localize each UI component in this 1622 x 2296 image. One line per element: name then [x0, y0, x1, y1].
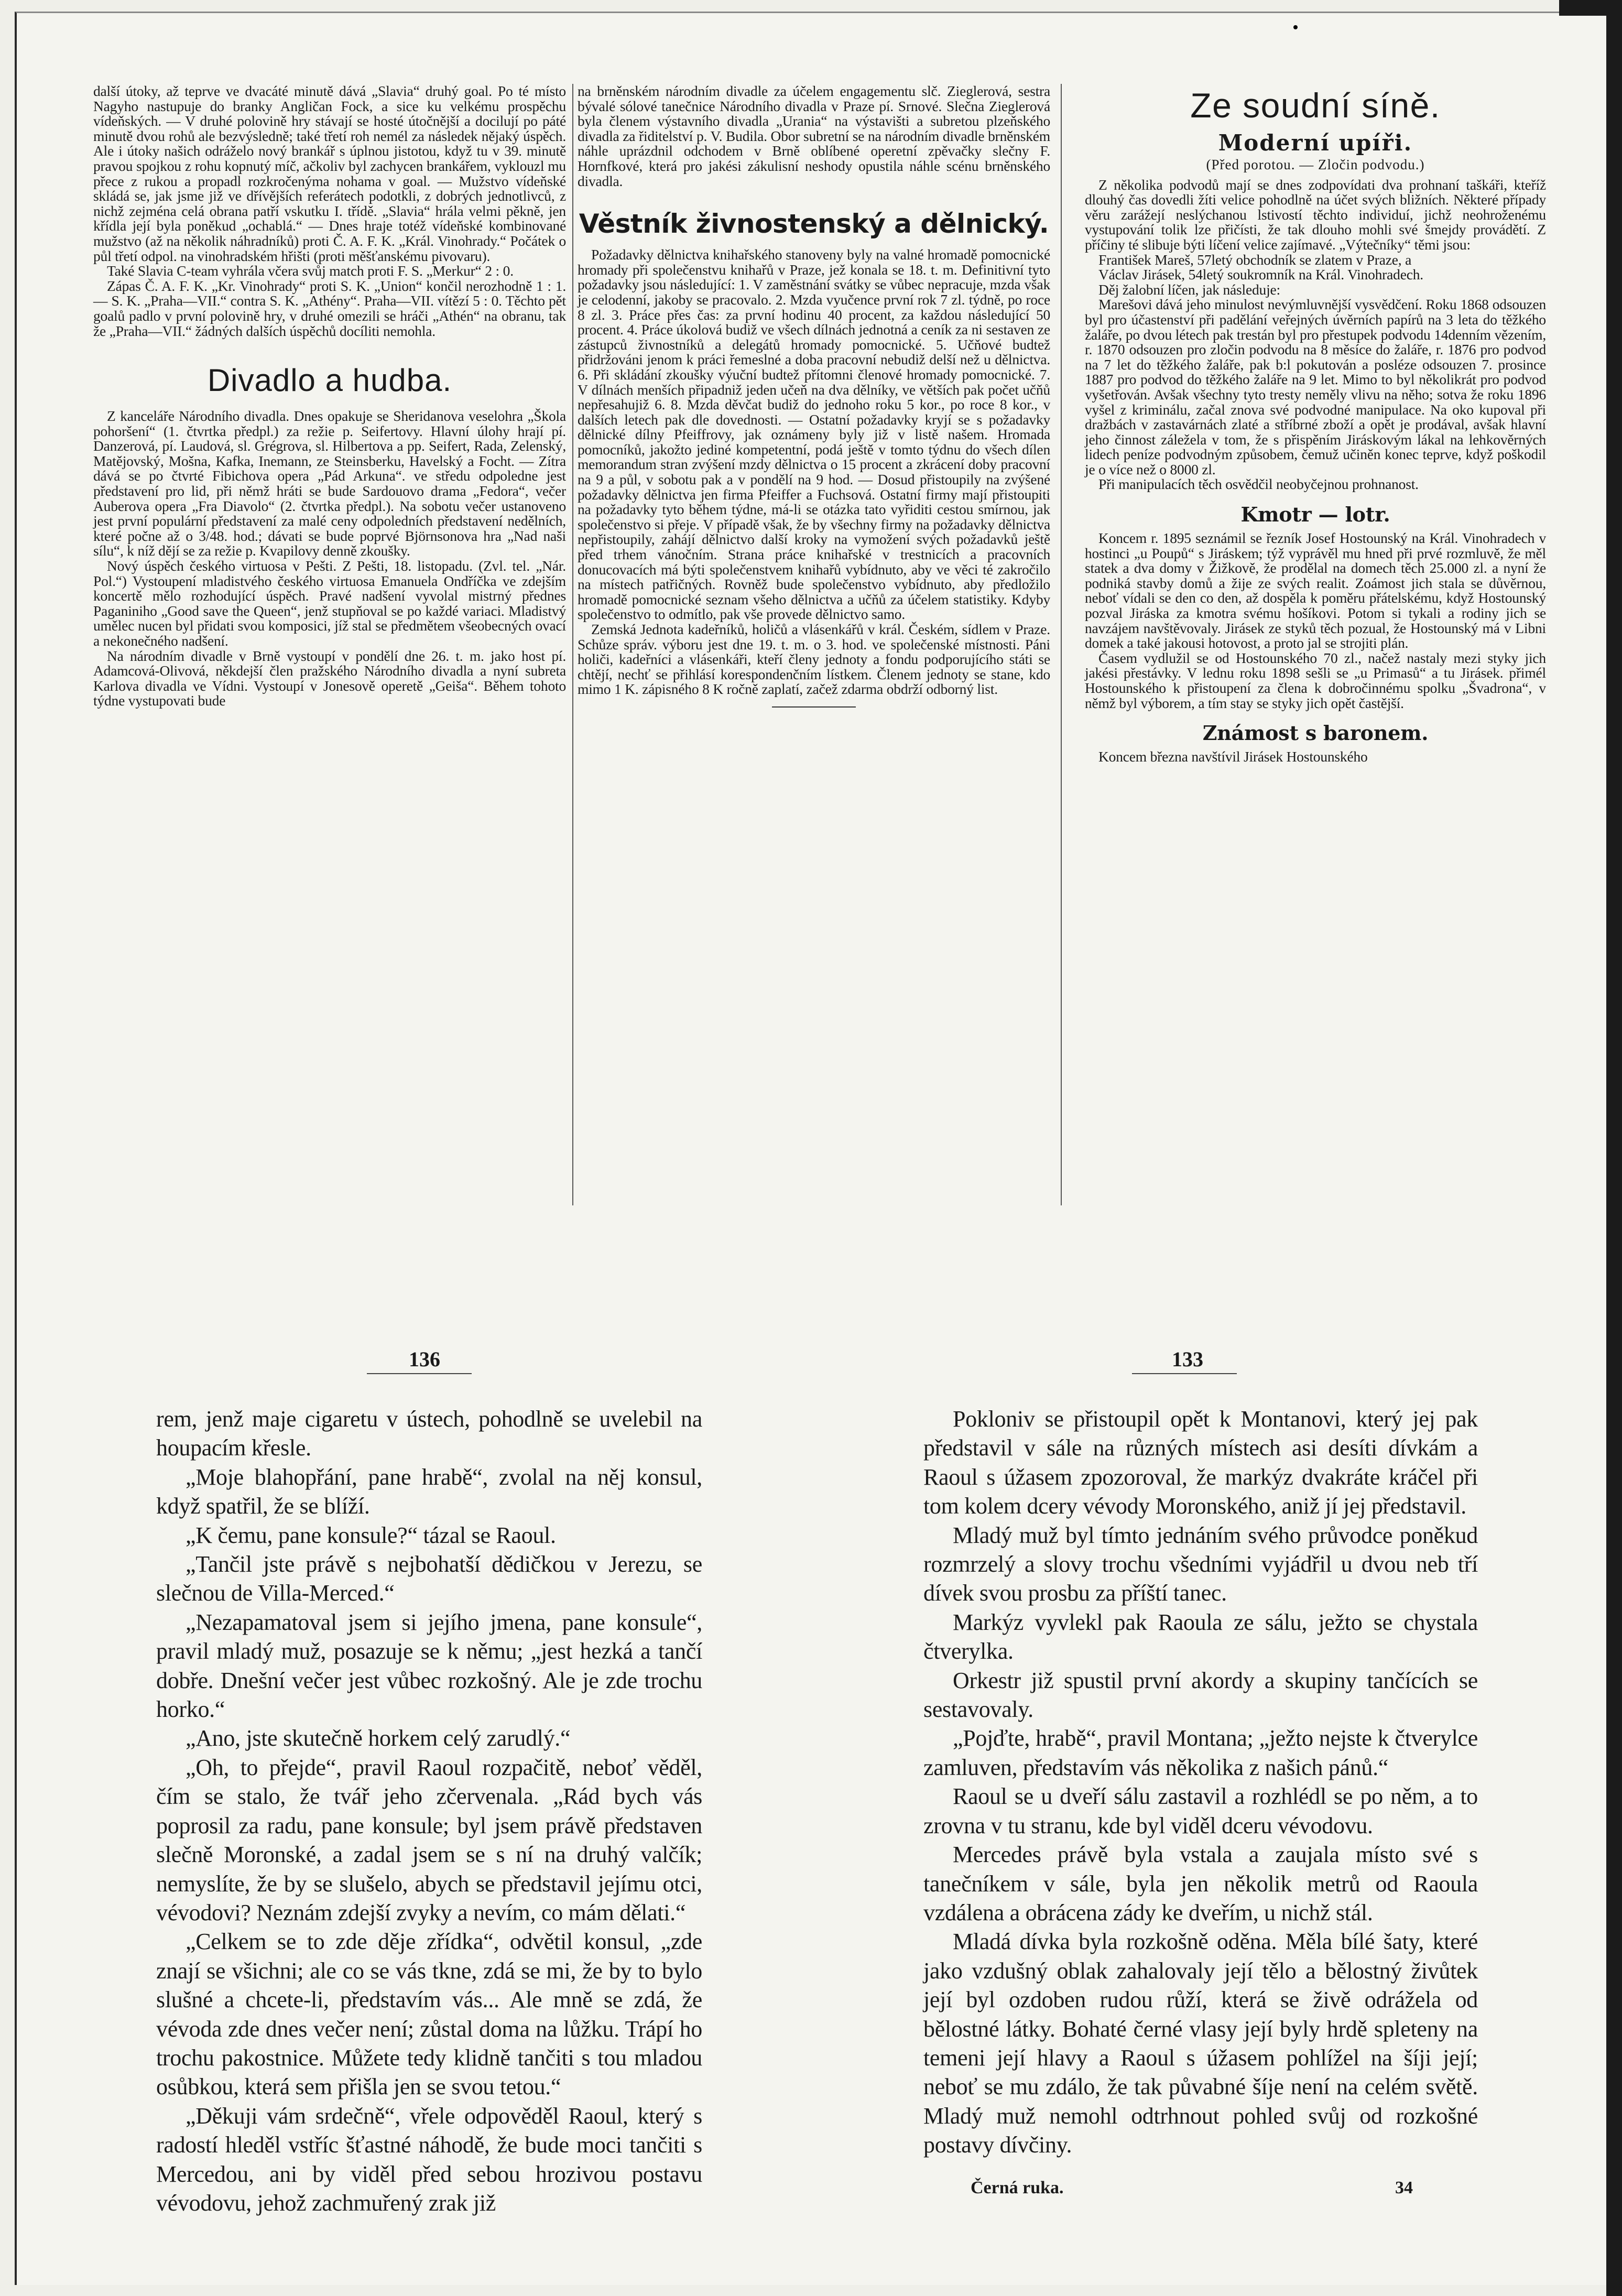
baron-paragraph: Koncem března navštívil Jirásek Hostounského: [1098, 748, 1368, 765]
book-footer-number: 34: [1395, 2178, 1413, 2197]
column-trade-bulletin: [578, 84, 1050, 708]
book-paragraph: Mladá dívka byla rozkošně oděna. Měla bílé šaty, které jako vzdušný oblak zahalovaly její tělo a bělostný živůtek její byl ozdoben rudou růží, která se živě odrážela od bělostné látky. Bohaté černé vlasy její byly hrdě spleteny na temeni její hlavy a Raoul s úžasem pohlížel na šíji její; neboť se mu zdálo, že tak půvabné šíje není na celém světě. Mladý muž nemohl odtrhnout pohled svůj od rozkošné postavy dívčiny.: [923, 1929, 1478, 2158]
brno-engagement-paragraph: na brněnském národním divadle za účelem engagementu slč. Zieglerová, sestra bývalé sólové tanečnice Národního divadla v Praze pí. Srnové. Slečna Zieglerová byla členem výstavního divadla „Urania“ na výstavišti a subretou plzeňského divadla za řiditelství p. V. Budila. Obor subretní se na národním divadle brněnském náhle uprázdnil odchodem v Brně oblíbené operetní zpěvačky slečny F. Hornfkové, která pro jakési zákulisní neshody opustila náhle scénu brněnského divadla.: [578, 83, 1050, 189]
book-paragraph: rem, jenž maje cigaretu v ústech, pohodlně se uvelebil na houpacím křesle.: [156, 1406, 702, 1461]
book-paragraph: „Děkuji vám srdečně“, vřele odpověděl Raoul, který s radostí hleděl vstříc šťastné náhodě, že bude moci tančiti s Mercedou, ani by viděl před sebou hrozivou postavu vévodovu, jehož zachmuřený zrak již: [156, 2103, 702, 2216]
column-court: [1085, 84, 1546, 765]
book-paragraph: „Ano, jste skutečně horkem celý zarudlý.“: [186, 1725, 571, 1751]
hairdressers-union-paragraph: Zemská Jednota kadeřníků, holičů a vlásenkářů v král. Českém, sídlem v Praze. Schůze správ. výboru jest dne 19. t. m. o 3. hod. ve společenské místnosti. Páni holiči, kadeřníci a vlásenkáři, kteří členy jednoty a fondu podporujícího státi se chtějí, nechť se přihlásí korespondenčním lístkem. Členem jednoty se stane, kdo mimo 1 K. zápisného 8 K ročně zaplatí, začež zdarma obdrží odborný list.: [578, 621, 1050, 698]
book-paragraph: Mladý muž byl tímto jednáním svého průvodce poněkud rozmrzelý a slovy trochu všedními vyjádřil u dvou neb tří dívek svou prosbu za příští tanec.: [923, 1522, 1478, 1606]
defendant-mares: František Mareš, 57letý obchodník se zlatem v Praze, a: [1098, 251, 1412, 268]
book-paragraph: Orkestr již spustil první akordy a skupiny tančících se sestavovaly.: [923, 1667, 1478, 1723]
book-page-right: [923, 1405, 1478, 2160]
court-intro-paragraph: Z několika podvodů mají se dnes zodpovídati dva prohnaní taškáři, kteříž dlouhý čas dovedli žíti velice pohodlně na účet svých bližních. Některé případy věru zarážejí neslýchanou lstivostí těchto individuí, jichž neohroženému vystupování tolik lze přičísti, že tak dlouho mohli své šmejdy provádětí. Z příčiny té slibuje býti líčení velice zajímavé. „Výtečníky“ těmi jsou:: [1085, 176, 1546, 253]
indictment-intro: Děj žalobní líčen, jak následuje:: [1098, 281, 1280, 298]
page-number-right: 133: [1172, 1347, 1203, 1371]
book-paragraph: „Celkem se to zde děje zřídka“, odvětil konsul, „zde znají se všichni; ale co se vás tkne, zdá se mi, že by to bylo slušné a chcete-li, představím vás... Ale mně se zdá, že vévoda zde dnes večer není; zůstal doma na lůžku. Trápí ho trochu pakostnice. Můžete tedy klidně tančiti s tou mladou osůbkou, která sem přišla jen se svou tetou.“: [156, 1929, 702, 2100]
trade-bulletin-heading: Věstník živnostenský a dělnický.: [579, 209, 1049, 240]
page-number-rule-left: [367, 1373, 472, 1374]
virtuoso-paragraph: Nový úspěch českého virtuosa v Pešti. Z Pešti, 18. listopadu. (Zvl. tel. „Nár. Pol.“) Vystoupení mladistvého českého virtuosa Emanuela Ondříčka ve zdejším koncertě mělo rozhodující úspěch. Pravé nadšení vyvolal mistrný přednes Paganiniho „Good save the Queen“, jenž stupňoval se po každé variaci. Mladistvý umělec nucen byl přidati svou komposici, jíž stal se předmětem všeobecných ovací a nekonečného nadšení.: [93, 558, 566, 649]
slavia-c-team-paragraph: Také Slavia C-team vyhrála včera svůj match proti F. S. „Merkur“ 2 : 0.: [107, 263, 514, 279]
baron-heading: Známost s baronem.: [1202, 721, 1429, 745]
brno-theatre-paragraph: Na národním divadle v Brně vystoupí v pondělí dne 26. t. m. jako host pí. Adamcová-Olivová, někdejší člen pražského Národního divadla a nyní subreta Karlova divadla ve Vídni. Vystoupí v Jonesově operetě „Geiša“. Během tohoto týdne vystupovati bude: [93, 647, 566, 709]
book-footer-title: Černá ruka.: [971, 2178, 1064, 2197]
book-paragraph: „Pojďte, hrabě“, pravil Montana; „ježto nejste k čtverylce zamluven, představím vás několika z našich pánů.“: [923, 1725, 1478, 1780]
column-rule-2: [1061, 84, 1062, 1205]
book-paragraph: „Tančil jste právě s nejbohatší dědičkou v Jerezu, se slečnou de Villa-Merced.“: [156, 1551, 702, 1606]
defendant-jirasek: Václav Jirásek, 54letý soukromník na Král. Vinohradech.: [1098, 266, 1423, 283]
page-number-rule-right: [1132, 1373, 1237, 1374]
column-sports-theatre: [93, 84, 566, 709]
book-paragraph: Pokloniv se přistoupil opět k Montanovi, který jej pak představil v sále na různých místech asi desíti dívkám a Raoul s úžasem zpozoroval, že markýz dvakráte kráčel při tom kolem dcery vévody Moronského, aniž jí jej představil.: [923, 1406, 1478, 1519]
book-paragraph: „Oh, to přejde“, pravil Raoul rozpačitě, neboť věděl, čím se stalo, že tvář jeho zčervenala. „Rád bych vás poprosil za radu, pane konsule; byl jsem právě představen slečně Moronské, a zadal jsem se s ní na druhý valčík; nemyslíte, že by se slušelo, abych se představil jejímu otci, vévodovi? Neznám zdejší zvyky a nevím, co mám dělati.“: [156, 1754, 702, 1925]
book-paragraph: „Moje blahopřání, pane hrabě“, zvolal na něj konsul, když spatřil, že se blíží.: [156, 1464, 702, 1519]
column-rule-1: [572, 84, 573, 1205]
book-paragraph: „Nezapamatoval jsem si jejího jmena, pane konsule“, pravil mladý muž, posazuje se k němu; „jest hezká a tančí dobře. Dnešní večer jest vůbec rozkošný. Ale je zde trochu horko.“: [156, 1609, 702, 1723]
manipulation-paragraph: Při manipulacích těch osvědčil neobyčejnou prohnanost.: [1098, 476, 1419, 493]
national-theatre-paragraph: Z kanceláře Národního divadla. Dnes opakuje se Sheridanova veselohra „Škola pohoršení“ (1. čtvrtka předpl.) za režie p. Seifertovy. Hlavní úlohy hrají pí. Danzerová, pí. Laudová, sl. Grégrova, sl. Hilbertova a pp. Seifert, Rada, Zelenský, Matějovský, Mošna, Kafka, Inemann, ze Steinsberku, Havelský a Focht. — Zítra dává se po čtvrté Fibichova opera „Pád Arkuna“. ve středu odpoledne jest představení pro lid, při němž hráti se bude Sardouovo drama „Fedora“, večer Auberova opera „Fra Diavolo“ (2. čtvrtka předpl.). Na sobotu večer ustanoveno jest první populární představení za malé ceny odpoledních představení nedělních, které počne až o 3/48. hod.; dávati se bude poprvé Björnsonova hra „Nad naši sílu“, k níž dějí se za režie p. Kvapilovy denně zkoušky.: [93, 408, 566, 559]
court-subheading: Moderní upíři.: [1218, 130, 1413, 156]
book-paragraph: „K čemu, pane konsule?“ tázal se Raoul.: [186, 1522, 556, 1548]
page-number-left: 136: [409, 1347, 440, 1371]
godfather-heading: Kmotr — lotr.: [1240, 503, 1390, 527]
book-paragraph: Markýz vyvlekl pak Raoula ze sálu, ježto se chystala čtverylka.: [923, 1609, 1478, 1664]
book-page-left: [156, 1405, 702, 2217]
mares-record-paragraph: Marešovi dává jeho minulost nevýmluvnější vysvědčení. Roku 1868 odsouzen byl pro účastenství při padělání veřejných úvěrních papírů na 3 leta do těžkého žaláře, po dvou létech pak trestán byl pro přestupek podvodu 14denním vězením, r. 1870 odsouzen pro zločin podvodu na 8 měsíce do žaláře, r. 1876 pro podvod na 7 let do těžkého žaláře, pak b:l pokutován a posléze odsouzen 7. prosince 1887 pro podvod do těžkého žaláře na 9 let. Mimo to byl několikrát pro podvod vyšetřován. Avšak všechny tyto tresty neměly vlivu na něho; sotva že roku 1896 vyšel z kriminálu, začal znova své podvodné manipulace. Na oko kupoval při dražbách v zastavárnách zlaté a stříbrné zboží a opět je prodával, avšak hlavní jeho činnost záležela v tom, že s přispěním Jiráskovým lákal na lehkověrných lidech peníze podvodným způsobem, čemuž učiněn konec teprve, když poškodil je o více než o 8000 zl.: [1085, 296, 1546, 477]
bookbinders-demands-paragraph: Požadavky dělnictva knihařského stanoveny byly na valné hromadě pomocnické hromady při společenstvu knihařů v Praze, jež konala se 18. t. m. Definitivní tyto požadavky jsou následující: 1. V zaměstnání svátky se vůbec nepracuje, mzda však je celodenní, jakoby se pracovalo. 2. Mzda vyučence první rok 7 zl. týdně, po roce 8 zl. 3. Práce přes čas: za první hodinu 40 procent, za každou následující 50 procent. 4. Práce úkolová budiž ve všech dílnách jednotná a ceník za ni sestaven ze zástupců živnostníků a delegátů hromady pomocnické. 5. Učňové budtež přidržováni jenom k práci řemeslné a doba pracovní nebudiž delší než u dělnictva. 6. Při skládání zkoušky výuční budtež přítomni členové hromady pomocnické. 7. V dílnách menších připadniž jeden učeň na dva dělníky, ve větších pak počet učňů nepřesahujiž 6. 8. Mzda děvčat budiž do jednoho roku 5 kor., po roce 8 kor., v dalších letech pak dle dovednosti. — Ostatní požadavky kryjí se s požadavky dělnické dílny Pfeiffrovy, jak oznámeny byly již v listě našem. Hromada pomocníků, jakožto jediné kompetentní, podá ještě v tomto týdnu do všech dílen memorandum stran zvýšení mzdy dělnictva o 15 procent a zkrácení doby pracovní na 9 a půl, v sobotu pak a v pondělí na 9 hod. — Dosud přistoupily na zvýšené požadavky dělnictva jen firma Pfeiffer a Fuchsová. Ostatní firmy mají přistoupiti na požadavky tyto během týdne, má-li se otázka tato vyřiditi cestou smírnou, jak společenstvo si přeje. V případě však, že by všechny firmy na požadavky dělnictva nepřistoupily, zahájí dělnictvo další kroky na vymožení svých požadavků ještě před trhem vánočním. Strana práce knihařské v trestnicích a pracovních donucovacích má býti společenstvem knihařů vybídnuto, aby ve věci té zakročilo na místech patřičných. Rovněž bude společenstvo vybídnuto, aby předložilo hromadě pomocnické seznam všeho dělnictva a učňů za účelem statistiky. Kdyby společenstvo to odmítlo, pak vše provede dělnictvo samo.: [578, 246, 1050, 623]
binding-corner: [1559, 0, 1622, 16]
book-paragraph: Mercedes právě byla vstala a zaujala místo své s tanečníkem v sále, byla jen několik metrů od Raoula vzdálena a obrácena zády ke dveřím, u nichž stál.: [923, 1842, 1478, 1925]
hostounsky-paragraph: Koncem r. 1895 seznámil se řezník Josef Hostounský na Král. Vinohradech v hostinci „u Poupů“ s Jiráskem; týž vyprávěl mu hned při prvé rozmluvě, že měl statek a dva domy v Žižkově, že prodělal na domech těch 25.000 zl. a nyní že podniká stavby domů a žije ze svých realit. Zoámost jich stala se důvěrnou, neboť vídali se den co den, až dospěla k poměru přátelskému, když Hostounský pozval Jiráska za kmotra svému hošíkovi. Potom si tykali a rodiny jich se navzájem navštěvovaly. Jirásek ze styků těch pozual, že Hostounský má v Libni domek a také jakousi hotovost, a proto jal se strojiti plán.: [1085, 530, 1546, 651]
court-note: (Před porotou. — Zločin podvodu.): [1206, 157, 1425, 172]
match-results-paragraph: Zápas Č. A. F. K. „Kr. Vinohrady“ proti S. K. „Union“ končil nerozhodně 1 : 1. — S. K. „Praha—VII.“ contra S. K. „Athény“. Praha—VII. vítězí 5 : 0. Těchto pět goalů padlo v první polovině hry, v druhé omezili se hráči „Athén“ na obranu, tak že „Praha—VII.“ žádných dalších úspěchů docíliti nemohla.: [93, 277, 566, 339]
court-heading: Ze soudní síně.: [1190, 86, 1441, 125]
theatre-heading: Divadlo a hudba.: [207, 363, 452, 398]
sports-report-paragraph: další útoky, až teprve ve dvacáté minutě dává „Slavia“ druhý goal. Po té místo Nagyho nastupuje do branky Angličan Fock, a sice ku velkému prospěchu vídeňských. — V druhé polovině hry stávají se hosté útočnější a docilují po páté minutě dvou rohů ale bezvýsledně; také třetí roh nemél za následek nějaký úspěch. Ale i útoky našich odráželo nový brankář s úplnou jistotou, když tu v 39. minutě pravou spojkou z rohu kopnutý míč, ačkoliv byl zachycen brankářem, vyklouzl mu přece z rukou a propadl rozkročenýma nohama v goal. — Mužstvo vídeňské skládá se, jak jsme již ve dřívějších referátech podotkli, z dobrých jednotlivců, z nichž zejména celá obrana patří vskutku I. třídě. „Slavia“ hrála velmi pěkně, jen křídla její byla poněkud „ochablá.“ — Dnes hraje totéž vídeňské kombinované mužstvo (až na několik náhradníků) proti Č. A. F. K. „Král. Vinohrady.“ Počátek o půl třetí odpol. na vinohradském hřišti (proti měšťanskému pivovaru).: [93, 83, 566, 264]
binding-edge: [1606, 0, 1622, 2296]
book-paragraph: Raoul se u dveří sálu zastavil a rozhlédl se po něm, a to zrovna v tu stranu, kde byl viděl dceru vévodovu.: [923, 1783, 1478, 1838]
ink-spot: [1293, 25, 1298, 29]
loan-paragraph: Časem vydlužil se od Hostounského 70 zl., načež nastaly mezi styky jich jakési přestávky. V lednu roku 1898 sešli se „u Primasů“ a tu Jirásek. přimél Hostounského k přistoupení za člena k dobročinnému spolku „Švadrona“, v němž byl výborem, a tím stay se styky jich opět častější.: [1085, 649, 1546, 711]
section-separator: [772, 706, 856, 708]
